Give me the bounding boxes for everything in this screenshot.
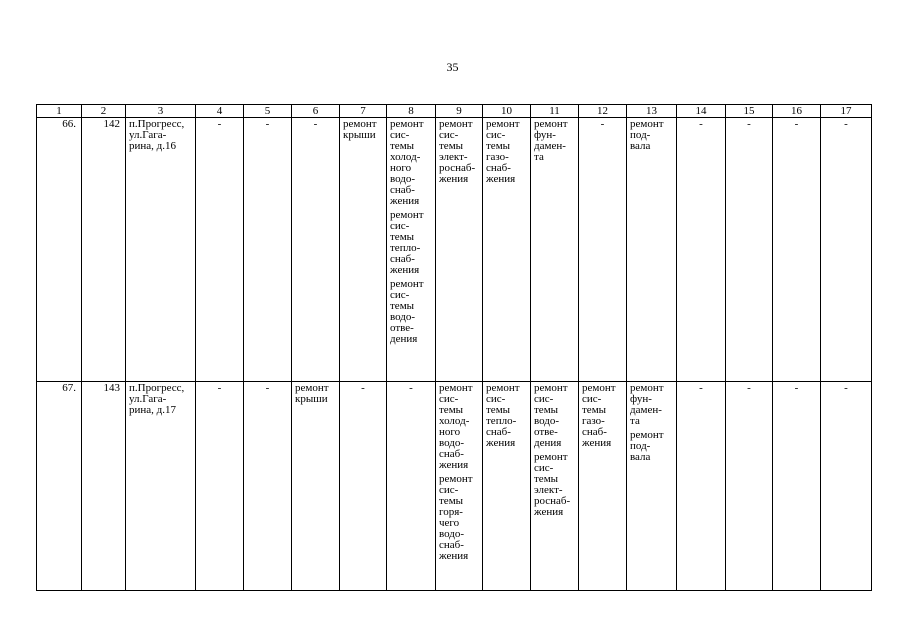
row-index-cell: 66.: [37, 118, 82, 382]
work-item: [630, 119, 673, 152]
work-line: ремонт: [390, 278, 424, 290]
dash-cell: -: [821, 382, 872, 591]
work-line: отве-: [534, 426, 558, 438]
dash-cell: -: [196, 118, 244, 382]
dash-cell: -: [726, 118, 773, 382]
work-line: чего: [439, 517, 460, 529]
dash-cell: -: [579, 118, 627, 382]
column-header: 1: [37, 105, 82, 118]
address-line: ул.Гага-: [129, 129, 167, 141]
work-line: темы: [534, 473, 559, 485]
work-cell: [579, 382, 627, 591]
work-line: та: [630, 415, 640, 427]
work-line: темы: [582, 404, 607, 416]
address-line: рина, д.16: [129, 140, 177, 152]
work-line: жения: [390, 264, 420, 276]
work-line: сис-: [582, 393, 602, 405]
work-item: [439, 474, 479, 562]
work-line: крыши: [343, 129, 376, 141]
column-header: 11: [531, 105, 579, 118]
dash-cell: -: [677, 382, 726, 591]
dash-cell: -: [821, 118, 872, 382]
work-line: темы: [486, 404, 511, 416]
work-line: ремонт: [390, 209, 424, 221]
work-line: газо-: [582, 415, 605, 427]
work-line: сис-: [534, 393, 554, 405]
dash-cell: -: [773, 118, 821, 382]
work-line: жения: [439, 173, 469, 185]
work-item: [439, 119, 479, 185]
work-line: темы: [439, 404, 464, 416]
column-header: 14: [677, 105, 726, 118]
work-line: вала: [630, 451, 651, 463]
work-line: дамен-: [630, 404, 662, 416]
work-line: снаб-: [582, 426, 607, 438]
column-header: 8: [387, 105, 436, 118]
work-line: сис-: [390, 129, 410, 141]
work-line: ремонт: [439, 473, 473, 485]
work-item: [486, 383, 527, 449]
work-line: темы: [439, 495, 464, 507]
work-item: [582, 383, 623, 449]
work-line: фун-: [630, 393, 652, 405]
column-header: 4: [196, 105, 244, 118]
work-line: ремонт: [439, 118, 473, 130]
work-item: [439, 383, 479, 471]
work-line: сис-: [486, 129, 506, 141]
repair-schedule-table: [36, 104, 872, 591]
work-line: жения: [486, 173, 516, 185]
address-line: п.Прогресс,: [129, 382, 185, 394]
work-line: ремонт: [630, 382, 664, 394]
work-line: снаб-: [486, 426, 511, 438]
header-row: [37, 105, 872, 118]
address-cell: [126, 382, 196, 591]
work-line: холод-: [390, 151, 421, 163]
work-line: темы: [486, 140, 511, 152]
work-cell: [436, 382, 483, 591]
work-line: ремонт: [295, 382, 329, 394]
table-row: [37, 118, 872, 382]
work-line: ремонт: [534, 382, 568, 394]
work-item: [390, 119, 432, 207]
work-line: темы: [534, 404, 559, 416]
house-id-cell: 142: [82, 118, 126, 382]
work-line: крыши: [295, 393, 328, 405]
work-cell: [292, 382, 340, 591]
dash-cell: -: [773, 382, 821, 591]
row-index-cell: 67.: [37, 382, 82, 591]
work-line: водо-: [439, 437, 465, 449]
work-cell: [627, 118, 677, 382]
column-header: 17: [821, 105, 872, 118]
address-line: ул.Гага-: [129, 393, 167, 405]
work-line: жения: [390, 195, 420, 207]
work-line: под-: [630, 129, 651, 141]
work-line: снаб-: [390, 253, 415, 265]
work-line: ремонт: [486, 118, 520, 130]
work-item: [390, 279, 432, 345]
work-line: сис-: [439, 393, 459, 405]
work-line: водо-: [439, 528, 465, 540]
work-line: дения: [534, 437, 562, 449]
work-line: снаб-: [486, 162, 511, 174]
column-header: 12: [579, 105, 627, 118]
work-cell: [483, 118, 531, 382]
work-line: та: [534, 151, 544, 163]
column-header: 3: [126, 105, 196, 118]
work-item: [534, 452, 575, 518]
work-item: [390, 210, 432, 276]
work-line: жения: [582, 437, 612, 449]
work-line: снаб-: [439, 448, 464, 460]
work-line: ремонт: [630, 429, 664, 441]
work-line: холод-: [439, 415, 470, 427]
dash-cell: -: [726, 382, 773, 591]
page-number: 35: [446, 60, 459, 74]
work-line: под-: [630, 440, 651, 452]
work-line: отве-: [390, 322, 414, 334]
work-line: темы: [390, 140, 415, 152]
work-line: темы: [390, 300, 415, 312]
work-line: ремонт: [390, 118, 424, 130]
work-item: [630, 430, 673, 463]
work-line: тепло-: [390, 242, 421, 254]
work-item: [534, 383, 575, 449]
dash-cell: -: [196, 382, 244, 591]
column-header: 15: [726, 105, 773, 118]
work-line: водо-: [390, 173, 416, 185]
dash-cell: -: [244, 118, 292, 382]
work-line: роснаб-: [439, 162, 476, 174]
column-header: 6: [292, 105, 340, 118]
work-line: жения: [486, 437, 516, 449]
work-line: жения: [439, 459, 469, 471]
work-line: снаб-: [390, 184, 415, 196]
work-line: дения: [390, 333, 418, 345]
work-item: [295, 383, 336, 405]
column-header: 9: [436, 105, 483, 118]
address-line: п.Прогресс,: [129, 118, 185, 130]
dash-cell: -: [387, 382, 436, 591]
work-line: горя-: [439, 506, 463, 518]
work-line: снаб-: [439, 539, 464, 551]
work-line: ремонт: [630, 118, 664, 130]
work-line: ного: [439, 426, 461, 438]
work-line: ремонт: [343, 118, 377, 130]
work-line: водо-: [534, 415, 560, 427]
house-id-cell: 143: [82, 382, 126, 591]
work-cell: [436, 118, 483, 382]
work-line: роснаб-: [534, 495, 571, 507]
column-header: 7: [340, 105, 387, 118]
address-line: рина, д.17: [129, 404, 177, 416]
dash-cell: -: [677, 118, 726, 382]
work-cell: [483, 382, 531, 591]
work-line: темы: [390, 231, 415, 243]
work-line: газо-: [486, 151, 509, 163]
work-line: сис-: [439, 484, 459, 496]
work-line: жения: [534, 506, 564, 518]
work-cell: [531, 382, 579, 591]
work-line: дамен-: [534, 140, 566, 152]
dash-cell: -: [340, 382, 387, 591]
work-line: сис-: [534, 462, 554, 474]
work-line: сис-: [439, 129, 459, 141]
work-line: жения: [439, 550, 469, 562]
column-header: 16: [773, 105, 821, 118]
work-cell: [531, 118, 579, 382]
work-line: ремонт: [486, 382, 520, 394]
work-line: тепло-: [486, 415, 517, 427]
work-line: вала: [630, 140, 651, 152]
work-line: сис-: [486, 393, 506, 405]
work-item: [486, 119, 527, 185]
column-header: 10: [483, 105, 531, 118]
work-line: сис-: [390, 289, 410, 301]
dash-cell: -: [244, 382, 292, 591]
table-row: [37, 382, 872, 591]
work-item: [630, 383, 673, 427]
work-line: фун-: [534, 129, 556, 141]
work-line: сис-: [390, 220, 410, 232]
work-cell: [340, 118, 387, 382]
work-line: ного: [390, 162, 412, 174]
work-cell: [387, 118, 436, 382]
column-header: 2: [82, 105, 126, 118]
work-line: ремонт: [534, 451, 568, 463]
work-cell: [627, 382, 677, 591]
column-header: 13: [627, 105, 677, 118]
work-item: [343, 119, 383, 141]
work-line: элект-: [534, 484, 563, 496]
work-line: водо-: [390, 311, 416, 323]
work-line: ремонт: [582, 382, 616, 394]
work-line: ремонт: [534, 118, 568, 130]
work-item: [534, 119, 575, 163]
dash-cell: -: [292, 118, 340, 382]
work-line: элект-: [439, 151, 468, 163]
address-cell: [126, 118, 196, 382]
work-line: ремонт: [439, 382, 473, 394]
work-line: темы: [439, 140, 464, 152]
column-header: 5: [244, 105, 292, 118]
